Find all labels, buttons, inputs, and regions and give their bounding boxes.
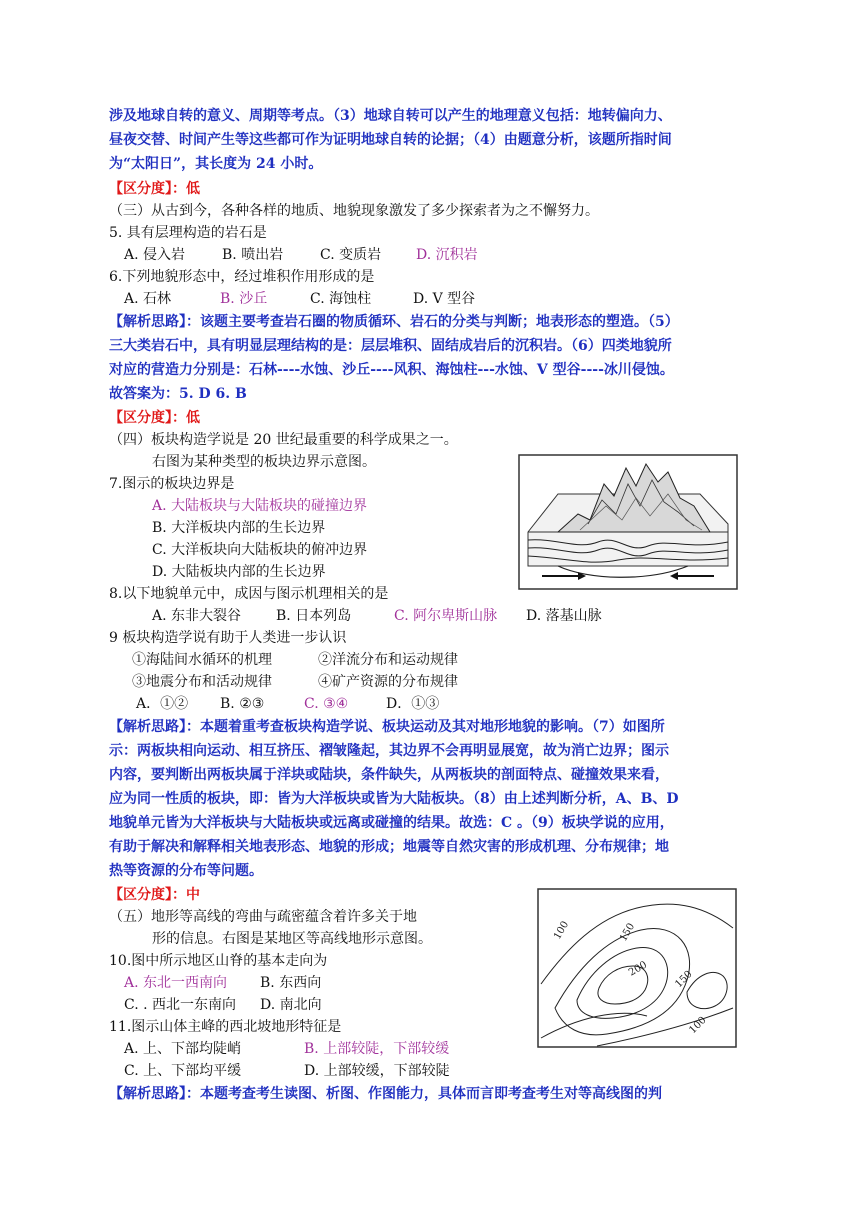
q5-options (124, 245, 478, 265)
q10-options-row-2 (124, 995, 322, 1015)
q10-option-c: C. . 西北一东南向 (124, 997, 237, 1013)
q9-option-b: B. ②③ (220, 696, 265, 712)
q10-option-a: A. 东北一西南向 (124, 975, 228, 991)
q9-item-3: ③地震分布和活动规律 (132, 674, 272, 690)
q6-options (124, 289, 475, 309)
q10-option-b: B. 东西向 (260, 975, 322, 991)
analysis-3-line-1: 【解析思路】：本题考查考生读图、析图、作图能力，具体而言即考查考生对等高线图的判 (109, 1086, 662, 1102)
difficulty-value: 低 (186, 410, 200, 426)
difficulty-label: 【区分度】： (109, 181, 186, 197)
q6-option-d: D. V 型谷 (413, 291, 476, 307)
analysis-2-line-6: 有助于解决和解释相关地表形态、地貌的形成；地震等自然灾害的形成机理、分布规律；地 (109, 839, 669, 855)
contour-label-150-a: 150 (618, 921, 638, 944)
difficulty-value: 中 (186, 887, 200, 903)
q11-option-c: C. 上、下部均平缓 (124, 1063, 242, 1079)
q5-stem: 5. 具有层理构造的岩石是 (109, 225, 267, 241)
analysis-1-line-3: 对应的营造力分别是：石林----水蚀、沙丘----风积、海蚀柱---水蚀、V 型谷----冰川侵蚀。 (109, 362, 674, 378)
q8-option-c: C. 阿尔卑斯山脉 (394, 608, 498, 624)
q9-item-4: ④矿产资源的分布规律 (318, 674, 458, 690)
contour-label-100-a: 100 (552, 919, 572, 942)
q8-option-b: B. 日本列岛 (276, 608, 352, 624)
q8-option-d: D. 落基山脉 (526, 608, 602, 624)
q10-options-row-1 (124, 973, 321, 993)
q9-item-2: ②洋流分布和运动规律 (318, 652, 458, 668)
q6-stem: 6.下列地貌形态中，经过堆积作用形成的是 (109, 269, 375, 285)
contour-label-200: 200 (627, 959, 650, 979)
q7-option-d: D. 大陆板块内部的生长边界 (152, 564, 326, 580)
q6-option-a: A. 石林 (124, 291, 172, 307)
q5-option-b: B. 喷出岩 (222, 247, 284, 263)
q11-options-row-1 (124, 1039, 449, 1059)
contour-map-diagram (537, 888, 737, 1048)
q5-option-d: D. 沉积岩 (416, 247, 478, 263)
q6-option-b: B. 沙丘 (220, 291, 268, 307)
difficulty-2 (109, 408, 200, 428)
analysis-1-line-4: 故答案为：5. D 6. B (109, 386, 247, 402)
q10-option-d: D. 南北向 (260, 997, 322, 1013)
q9-items-row-1 (132, 650, 458, 670)
q9-item-1: ①海陆间水循环的机理 (132, 652, 272, 668)
q9-option-a: A．①② (136, 696, 189, 712)
q11-stem: 11.图示山体主峰的西北坡地形特征是 (109, 1019, 342, 1035)
q11-options-row-2 (124, 1061, 450, 1081)
analysis-2-line-7: 热等资源的分布等问题。 (109, 863, 263, 879)
q6-option-c: C. 海蚀柱 (310, 291, 372, 307)
plate-boundary-diagram (518, 454, 738, 590)
q10-stem: 10.图中所示地区山脊的基本走向为 (109, 953, 328, 969)
q11-option-d: D. 上部较缓，下部较陡 (304, 1063, 450, 1079)
difficulty-label: 【区分度】： (109, 887, 186, 903)
q7-option-b: B. 大洋板块内部的生长边界 (152, 520, 326, 536)
intro-line-2: 昼夜交替、时间产生等这些都可作为证明地球自转的论据；（4）由题意分析，该题所指时间 (109, 132, 672, 148)
intro-line-3: 为“太阳日”，其长度为 24 小时。 (109, 156, 323, 172)
q8-option-a: A. 东非大裂谷 (152, 608, 242, 624)
q9-stem: 9 板块构造学说有助于人类进一步认识 (109, 630, 347, 646)
analysis-2-line-1: 【解析思路】：本题着重考查板块构造学说、板块运动及其对地形地貌的影响。（7）如图所 (109, 719, 665, 735)
difficulty-value: 低 (186, 181, 200, 197)
analysis-2-line-5: 地貌单元皆为大洋板块与大陆板块或远离或碰撞的结果。故选：C 。（9）板块学说的应用， (109, 815, 674, 831)
analysis-2-line-3: 内容，要判断出两板块属于洋块或陆块，条件缺失，从两板块的剖面特点、碰撞效果来看， (109, 767, 669, 783)
q5-option-a: A. 侵入岩 (124, 247, 186, 263)
q5-option-c: C. 变质岩 (320, 247, 382, 263)
q9-items-row-2 (132, 672, 458, 692)
q9-options (136, 694, 439, 714)
q8-stem: 8.以下地貌单元中，成因与图示机理相关的是 (109, 586, 389, 602)
analysis-2-line-4: 应为同一性质的板块，即：皆为大洋板块或皆为大陆板块。（8）由上述判断分析，A、B、D (109, 791, 679, 807)
difficulty-1 (109, 179, 200, 199)
section-5-intro-1: （五）地形等高线的弯曲与疏密蕴含着许多关于地 (109, 909, 417, 925)
analysis-1-line-1: 【解析思路】：该题主要考查岩石圈的物质循环、岩石的分类与判断；地表形态的塑造。（5） (109, 314, 679, 330)
section-4-intro: （四）板块构造学说是 20 世纪最重要的科学成果之一。 (109, 432, 458, 448)
difficulty-3 (109, 885, 200, 905)
section-3-intro: （三）从古到今，各种各样的地质、地貌现象激发了多少探索者为之不懈努力。 (109, 203, 599, 219)
q8-options (152, 606, 602, 626)
q11-option-b: B. 上部较陡，下部较缓 (304, 1041, 450, 1057)
q7-option-a: A. 大陆板块与大陆板块的碰撞边界 (152, 498, 368, 514)
analysis-2-line-2: 示：两板块相向运动、相互挤压、褶皱隆起，其边界不会再明显展宽，故为消亡边界；图示 (109, 743, 669, 759)
q7-stem: 7.图示的板块边界是 (109, 476, 235, 492)
q7-option-c: C. 大洋板块向大陆板块的俯冲边界 (152, 542, 368, 558)
plate-figure-caption: 右图为某种类型的板块边界示意图。 (152, 454, 376, 470)
q11-option-a: A. 上、下部均陡峭 (124, 1041, 242, 1057)
difficulty-label: 【区分度】： (109, 410, 186, 426)
contour-label-150-b: 150 (673, 968, 695, 991)
contour-label-100-b: 100 (687, 1014, 709, 1037)
intro-line-1: 涉及地球自转的意义、周期等考点。（3）地球自转可以产生的地理意义包括：地转偏向力、 (109, 108, 672, 124)
section-5-intro-2: 形的信息。右图是某地区等高线地形示意图。 (152, 931, 432, 947)
analysis-1-line-2: 三大类岩石中，具有明显层理结构的是：层层堆积、固结成岩后的沉积岩。（6）四类地貌所 (109, 338, 672, 354)
q9-option-d: D．①③ (386, 696, 440, 712)
q9-option-c: C. ③④ (304, 696, 349, 712)
